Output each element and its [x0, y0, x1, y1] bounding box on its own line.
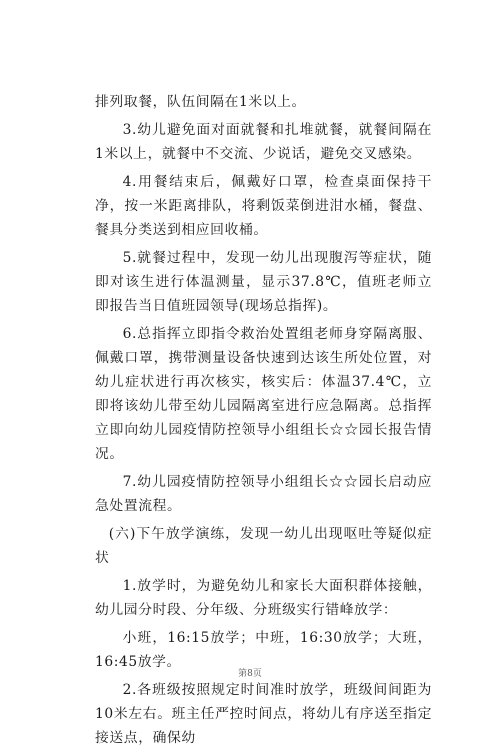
paragraph-item-2: 2.各班级按照规定时间准时放学，班级间间距为10米左右。班主任严控时间点，将幼儿有序送至指定接送点，确保幼: [95, 682, 432, 746]
page-number: 第8页: [238, 669, 262, 679]
section-heading: (六)下午放学演练，发现一幼儿出现呕吐等疑似症状: [95, 526, 432, 566]
document-body: [95, 90, 432, 754]
paragraph-item-7: 7.幼儿园疫情防控领导小组组长☆☆园长启动应急处置流程。: [95, 474, 432, 514]
paragraph-item-5: 5.就餐过程中，发现一幼儿出现腹泻等症状，随即对该生进行体温测量，显示37.8℃，值班老师立即报告当日值班园领导(现场总指挥)。: [95, 250, 432, 314]
paragraph-schedule: 小班，16:15放学；中班，16:30放学；大班，16:45放学。: [95, 630, 432, 670]
paragraph-continuation: 排列取餐，队伍间隔在1米以上。: [95, 94, 306, 110]
paragraph-item-3: 3.幼儿避免面对面就餐和扎堆就餐，就餐间隔在1米以上，就餐中不交流、少说话，避免交叉感染。: [95, 122, 432, 162]
paragraph-item-1: 1.放学时，为避免幼儿和家长大面积群体接触，幼儿园分时段、分年级、分班级实行错峰放学：: [95, 578, 432, 618]
paragraph-item-4: 4.用餐结束后，佩戴好口罩，检查桌面保持干净，按一米距离排队，将剩饭菜倒进泔水桶，餐盘、餐具分类送到相应回收桶。: [95, 174, 432, 238]
paragraph-item-6: 6.总指挥立即指令救治处置组老师身穿隔离服、佩戴口罩，携带测量设备快速到达该生所处位置，对幼儿症状进行再次核实，核实后：体温37.4℃，立即将该幼儿带至幼儿园隔离室进行应急隔离。总指挥立即向幼儿园疫情防控领导小组组长☆☆园长报告情况。: [95, 326, 432, 462]
